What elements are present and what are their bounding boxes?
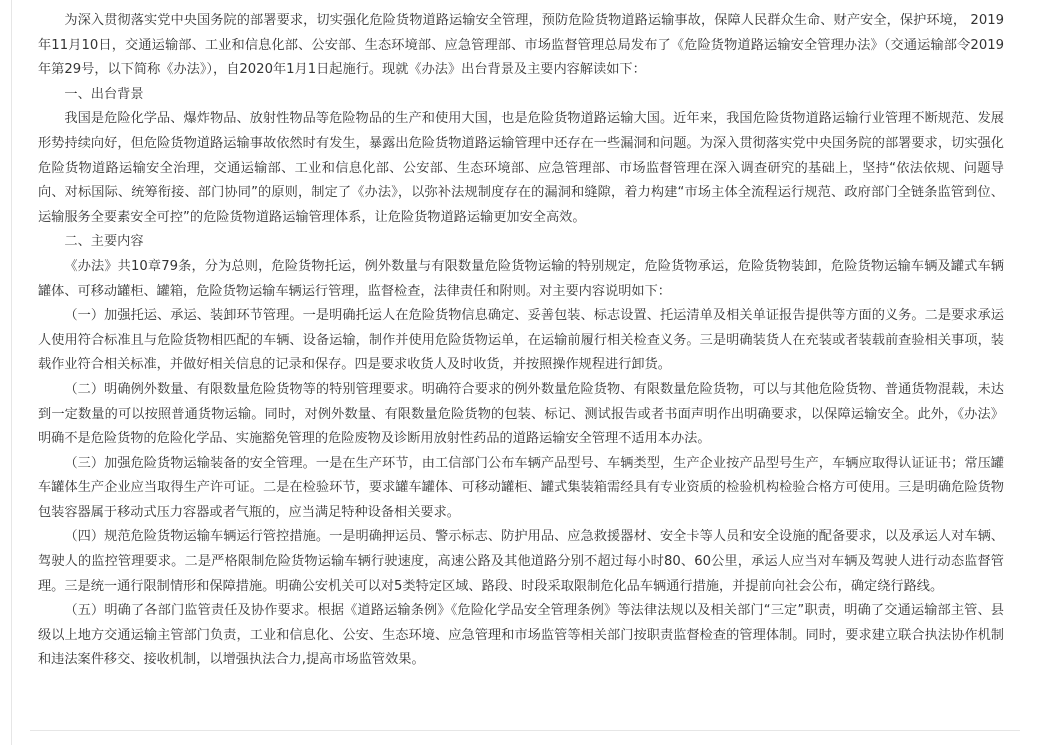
point-1-paragraph: （一）加强托运、承运、装卸环节管理。一是明确托运人在危险货物信息确定、妥善包装、标志设置、托运清单及相关单证报告提供等方面的义务。二是要求承运人使用符合标准且与危险货物相匹配的车辆、设备运输，制作并使用危险货物运单，在运输前履行相关检查义务。三是明确装货人在充装或者装载前查验相关事项，装载作业符合相关标准，并做好相关信息的记录和保存。四是要求收货人及时收货，并按照操作规程进行卸货。 [38,308,1004,373]
point-5-paragraph: （五）明确了各部门监管责任及协作要求。根据《道路运输条例》《危险化学品安全管理条例》等法律法规以及相关部门“三定”职责，明确了交通运输部主管、县级以上地方交通运输主管部门负责，工业和信息化、公安、生态环境、应急管理和市场监管等相关部门按职责监督检查的管理体制。同时，要求建立联合执法协作机制和违法案件移交、接收机制，以增强执法合力,提高市场监管效果。 [38,603,1004,668]
background-paragraph: 我国是危险化学品、爆炸物品、放射性物品等危险物品的生产和使用大国，也是危险货物道路运输大国。近年来，我国危险货物道路运输行业管理不断规范、发展形势持续向好，但危险货物道路运输事故依然时有发生，暴露出危险货物道路运输管理中还存在一些漏洞和问题。为深入贯彻落实党中央国务院的部署要求，切实强化危险货物道路运输安全治理，交通运输部、工业和信息化部、公安部、生态环境部、应急管理部、市场监督管理在深入调查研究的基础上，坚持“依法依规、问题导向、对标国际、统筹衔接、部门协同”的原则，制定了《办法》，以弥补法规制度存在的漏洞和缝隙，着力构建“市场主体全流程运行规范、政府部门全链条监管到位、运输服务全要素安全可控”的危险货物道路运输管理体系，让危险货物道路运输更加安全高效。 [38,111,1004,225]
section-heading-main-content: 二、主要内容 [64,234,144,250]
point-3-paragraph: （三）加强危险货物运输装备的安全管理。一是在生产环节，由工信部门公布车辆产品型号、车辆类型，生产企业按产品型号生产，车辆应取得认证证书；常压罐车罐体生产企业应当取得生产许可证。二是在检验环节，要求罐车罐体、可移动罐柜、罐式集装箱需经具有专业资质的检验机构检验合格方可使用。三是明确危险货物包装容器属于移动式压力容器或者气瓶的，应当满足特种设备相关要求。 [38,455,1004,520]
overview-paragraph: 《办法》共10章79条，分为总则，危险货物托运，例外数量与有限数量危险货物运输的特别规定，危险货物承运，危险货物装卸，危险货物运输车辆及罐式车辆罐体、可移动罐柜、罐箱，危险货物运输车辆运行管理，监督检查，法律责任和附则。对主要内容说明如下： [38,258,1004,299]
point-4-paragraph: （四）规范危险货物运输车辆运行管控措施。一是明确押运员、警示标志、防护用品、应急救援器材、安全卡等人员和安全设施的配备要求，以及承运人对车辆、驾驶人的监控管理要求。二是严格限制危险货物运输车辆行驶速度，高速公路及其他道路分别不超过每小时80、60公里，承运人应当对车辆及驾驶人进行动态监督管理。三是统一通行限制情形和保障措施。明确公安机关可以对5类特定区域、路段、时段采取限制危化品车辆通行措施，并提前向社会公布，确定绕行路线。 [38,529,1004,594]
bottom-divider [30,730,1020,731]
point-2-paragraph: （二）明确例外数量、有限数量危险货物等的特别管理要求。明确符合要求的例外数量危险货物、有限数量危险货物，可以与其他危险货物、普通货物混载，未达到一定数量的可以按照普通货物运输。同时，对例外数量、有限数量危险货物的包装、标记、测试报告或者书面声明作出明确要求，以保障运输安全。此外，《办法》明确不是危险货物的危险化学品、实施豁免管理的危险废物及诊断用放射性药品的道路运输安全管理不适用本办法。 [38,381,1004,447]
left-border-line [11,0,12,745]
intro-paragraph: 为深入贯彻落实党中央国务院的部署要求，切实强化危险货物道路运输安全管理，预防危险货物道路运输事故，保障人民群众生命、财产安全，保护环境， 2019年11月10日，交通运输部、工业和信息化部、公安部、生态环境部、应急管理部、市场监督管理总局发布了《危险货物道路运输安全管理办法》（交通运输部令2019年第29号，以下简称《办法》），自2020年1月1日起施行。现就《办法》出台背景及主要内容解读如下： [38,13,1004,78]
article-body [38,9,1004,673]
section-heading-background: 一、出台背景 [64,86,144,102]
